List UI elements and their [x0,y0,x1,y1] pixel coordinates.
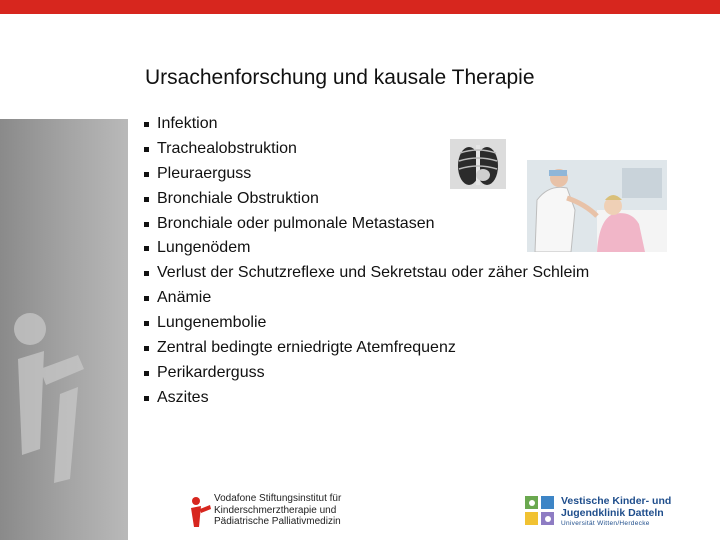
bullet-text: Pleuraerguss [157,164,252,182]
clinic-emblem-icon [523,494,557,528]
sidebar-decoration [0,119,128,540]
list-item [142,212,589,237]
bullet-text: Bronchiale Obstruktion [157,189,319,207]
bullet-text: Lungenödem [157,239,251,257]
list-item [142,261,589,286]
logo-line: Vodafone Stiftungsinstitut für [214,493,342,504]
list-item [142,112,589,137]
list-item [142,137,589,162]
bullet-text: Anämie [157,289,212,307]
figure-watermark-icon [0,119,128,540]
clinic-university: Universität Witten/Herdecke [561,520,650,527]
list-item [142,236,589,261]
list-item [142,187,589,212]
list-item [142,361,589,386]
logo-line: Pädiatrische Palliativmedizin [214,516,341,527]
kinderklinik-logo [523,494,713,530]
bullet-text: Zentral bedingte erniedrigte Atemfrequenz [157,339,456,357]
bullet-text: Trachealobstruktion [157,139,297,157]
bullet-icon [144,222,149,227]
bullet-text: Bronchiale oder pulmonale Metastasen [157,214,435,232]
institute-name [214,493,341,528]
list-item [142,286,589,311]
doctor-patient-photo [527,160,667,252]
bullet-icon [144,122,149,127]
bullet-list [142,112,589,411]
bullet-text: Lungenembolie [157,314,267,332]
bullet-icon [144,346,149,351]
list-item [142,162,589,187]
top-accent-bar [0,0,720,14]
list-item [142,336,589,361]
bullet-icon [144,271,149,276]
bullet-text: Infektion [157,115,218,132]
red-figure-icon [188,496,212,528]
chest-xray-image [450,139,506,189]
bullet-text: Verlust der Schutzreflexe und Sekretstau oder zäher Schleim [157,264,590,282]
bullet-text: Aszites [157,388,209,406]
bullet-icon [144,321,149,326]
bullet-icon [144,246,149,251]
bullet-icon [144,296,149,301]
bullet-icon [144,197,149,202]
bullet-text: Perikarderguss [157,363,265,381]
vodafone-institute-logo [186,492,366,528]
slide-title: Ursachenforschung und kausale Therapie [145,66,535,89]
list-item [142,311,589,336]
bullet-icon [144,172,149,177]
clinic-name-line1: Vestische Kinder- und [561,495,672,507]
clinic-name-line2: Jugendklinik Datteln [561,507,664,519]
bullet-icon [144,371,149,376]
bullet-icon [144,147,149,152]
list-item [142,386,589,411]
logo-line: Kinderschmerztherapie und [214,504,337,516]
bullet-icon [144,396,149,401]
